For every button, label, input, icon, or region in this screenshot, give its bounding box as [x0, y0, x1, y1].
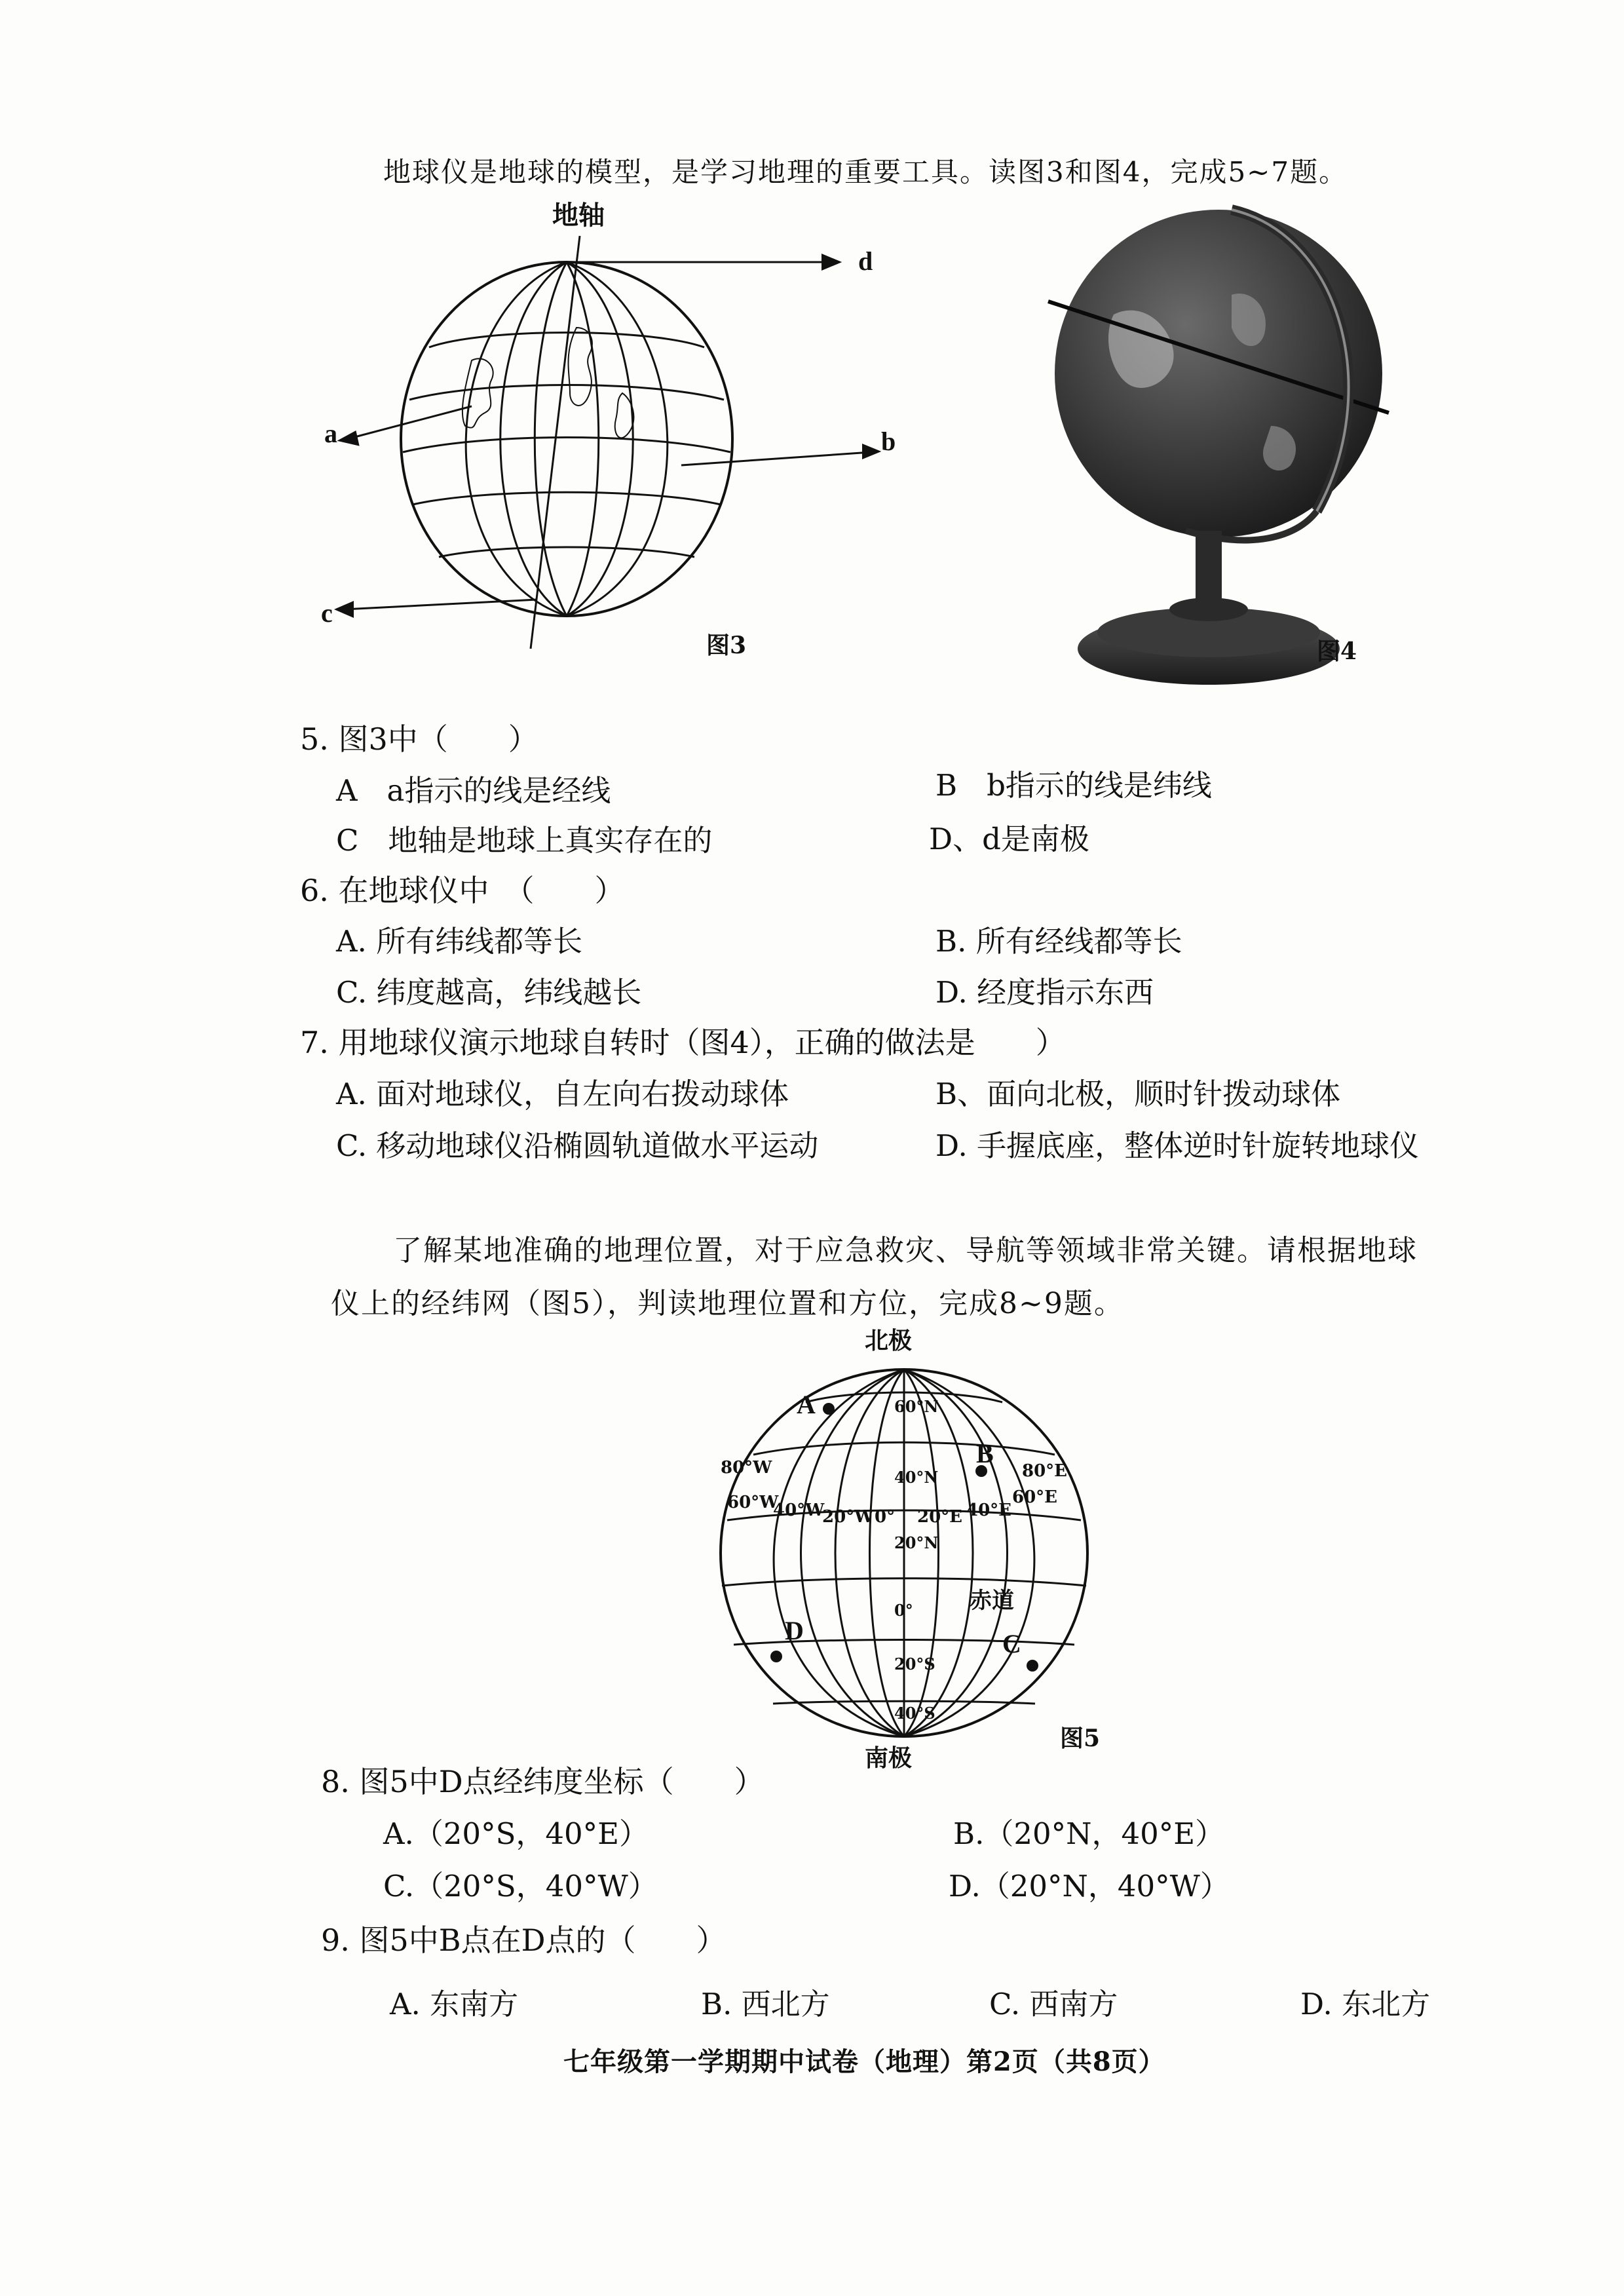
- fig5-equator-label: 赤道: [970, 1588, 1014, 1614]
- q6-option-b[interactable]: B. 所有经线都等长: [935, 924, 1182, 959]
- q7-option-c[interactable]: C. 移动地球仪沿椭圆轨道做水平运动: [336, 1128, 819, 1163]
- q9-stem: 9. 图5中B点在D点的（ ）: [321, 1923, 727, 1958]
- fig5-point-d: D: [785, 1616, 804, 1645]
- q7-option-b[interactable]: B、面向北极，顺时针拨动球体: [935, 1077, 1341, 1111]
- fig5-point-b: B: [976, 1439, 994, 1468]
- fig5-lat-40n: 40°N: [894, 1468, 939, 1487]
- q9-option-c[interactable]: C. 西南方: [989, 1987, 1118, 2021]
- fig3-label-d: c: [321, 598, 333, 628]
- fig5-lon-0: 0°: [875, 1507, 896, 1527]
- q8-option-b[interactable]: B.（20°N，40°E）: [953, 1816, 1225, 1851]
- fig5-north-pole: 北极: [865, 1327, 913, 1354]
- fig5-point-a: A: [797, 1390, 816, 1419]
- q9-option-d[interactable]: D. 东北方: [1300, 1987, 1431, 2021]
- q5-option-c[interactable]: C 地轴是地球上真实存在的: [336, 823, 713, 858]
- q9-option-a[interactable]: A. 东南方: [390, 1987, 519, 2021]
- fig3-label-a: a: [324, 419, 337, 448]
- figure-3-globe-diagram: [314, 197, 904, 668]
- fig5-lon-60w: 60°W: [727, 1493, 779, 1512]
- section2-intro-line2: 仪上的经纬网（图5），判读地理位置和方位，完成8~9题。: [331, 1287, 1124, 1320]
- fig5-lon-40w: 40°W: [773, 1501, 825, 1520]
- q8-option-c[interactable]: C.（20°S，40°W）: [383, 1869, 658, 1904]
- figure-4-globe-photo: [1035, 197, 1402, 695]
- fig3-caption: 图3: [706, 632, 747, 659]
- fig5-point-c: C: [1002, 1629, 1021, 1658]
- q8-stem: 8. 图5中D点经纬度坐标（ ）: [321, 1764, 765, 1799]
- q8-option-d[interactable]: D.（20°N，40°W）: [949, 1869, 1230, 1904]
- q7-option-d[interactable]: D. 手握底座，整体逆时针旋转地球仪: [935, 1128, 1420, 1163]
- fig3-axis-label: 地轴: [552, 201, 605, 230]
- section1-intro: 地球仪是地球的模型，是学习地理的重要工具。读图3和图4，完成5~7题。: [383, 156, 1348, 188]
- fig5-lon-80w: 80°W: [721, 1458, 772, 1478]
- fig5-caption: 图5: [1060, 1725, 1101, 1752]
- q7-option-a[interactable]: A. 面对地球仪，自左向右拨动球体: [336, 1077, 789, 1111]
- fig5-lon-20e: 20°E: [917, 1507, 962, 1527]
- fig5-lon-80e: 80°E: [1022, 1461, 1067, 1481]
- q7-stem: 7. 用地球仪演示地球自转时（图4），正确的做法是 ）: [300, 1025, 1066, 1060]
- page-footer: 七年级第一学期期中试卷（地理）第2页（共8页）: [563, 2046, 1165, 2077]
- q6-stem: 6. 在地球仪中 （ ）: [300, 873, 625, 908]
- q6-option-d[interactable]: D. 经度指示东西: [935, 975, 1154, 1010]
- fig5-south-pole: 南极: [865, 1744, 913, 1772]
- fig3-label-b: b: [881, 427, 896, 456]
- fig5-lon-20w: 20°W: [822, 1507, 874, 1527]
- fig5-lat-0: 0°: [894, 1601, 913, 1620]
- q6-option-c[interactable]: C. 纬度越高，纬线越长: [336, 975, 642, 1010]
- q5-option-d[interactable]: D、d是南极: [929, 822, 1089, 856]
- q9-option-b[interactable]: B. 西北方: [701, 1987, 830, 2021]
- q5-option-a[interactable]: A a指示的线是经线: [336, 773, 611, 808]
- q8-option-a[interactable]: A.（20°S，40°E）: [383, 1816, 649, 1851]
- q5-stem: 5. 图3中（ ）: [300, 721, 538, 757]
- fig5-lon-60e: 60°E: [1012, 1487, 1057, 1507]
- q5-option-b[interactable]: B b指示的线是纬线: [935, 768, 1212, 803]
- q6-option-a[interactable]: A. 所有纬线都等长: [336, 924, 583, 959]
- fig5-lat-20s: 20°S: [894, 1655, 935, 1674]
- section2-intro-line1: 了解某地准确的地理位置，对于应急救灾、导航等领域非常关键。请根据地球: [393, 1234, 1418, 1267]
- fig5-lat-20n: 20°N: [894, 1533, 939, 1552]
- fig5-lon-40e: 40°E: [966, 1501, 1011, 1520]
- fig5-lat-40s: 40°S: [894, 1704, 935, 1723]
- fig4-caption: 图4: [1317, 638, 1357, 665]
- fig3-label-c: d: [858, 246, 873, 276]
- fig5-lat-60n: 60°N: [894, 1397, 939, 1416]
